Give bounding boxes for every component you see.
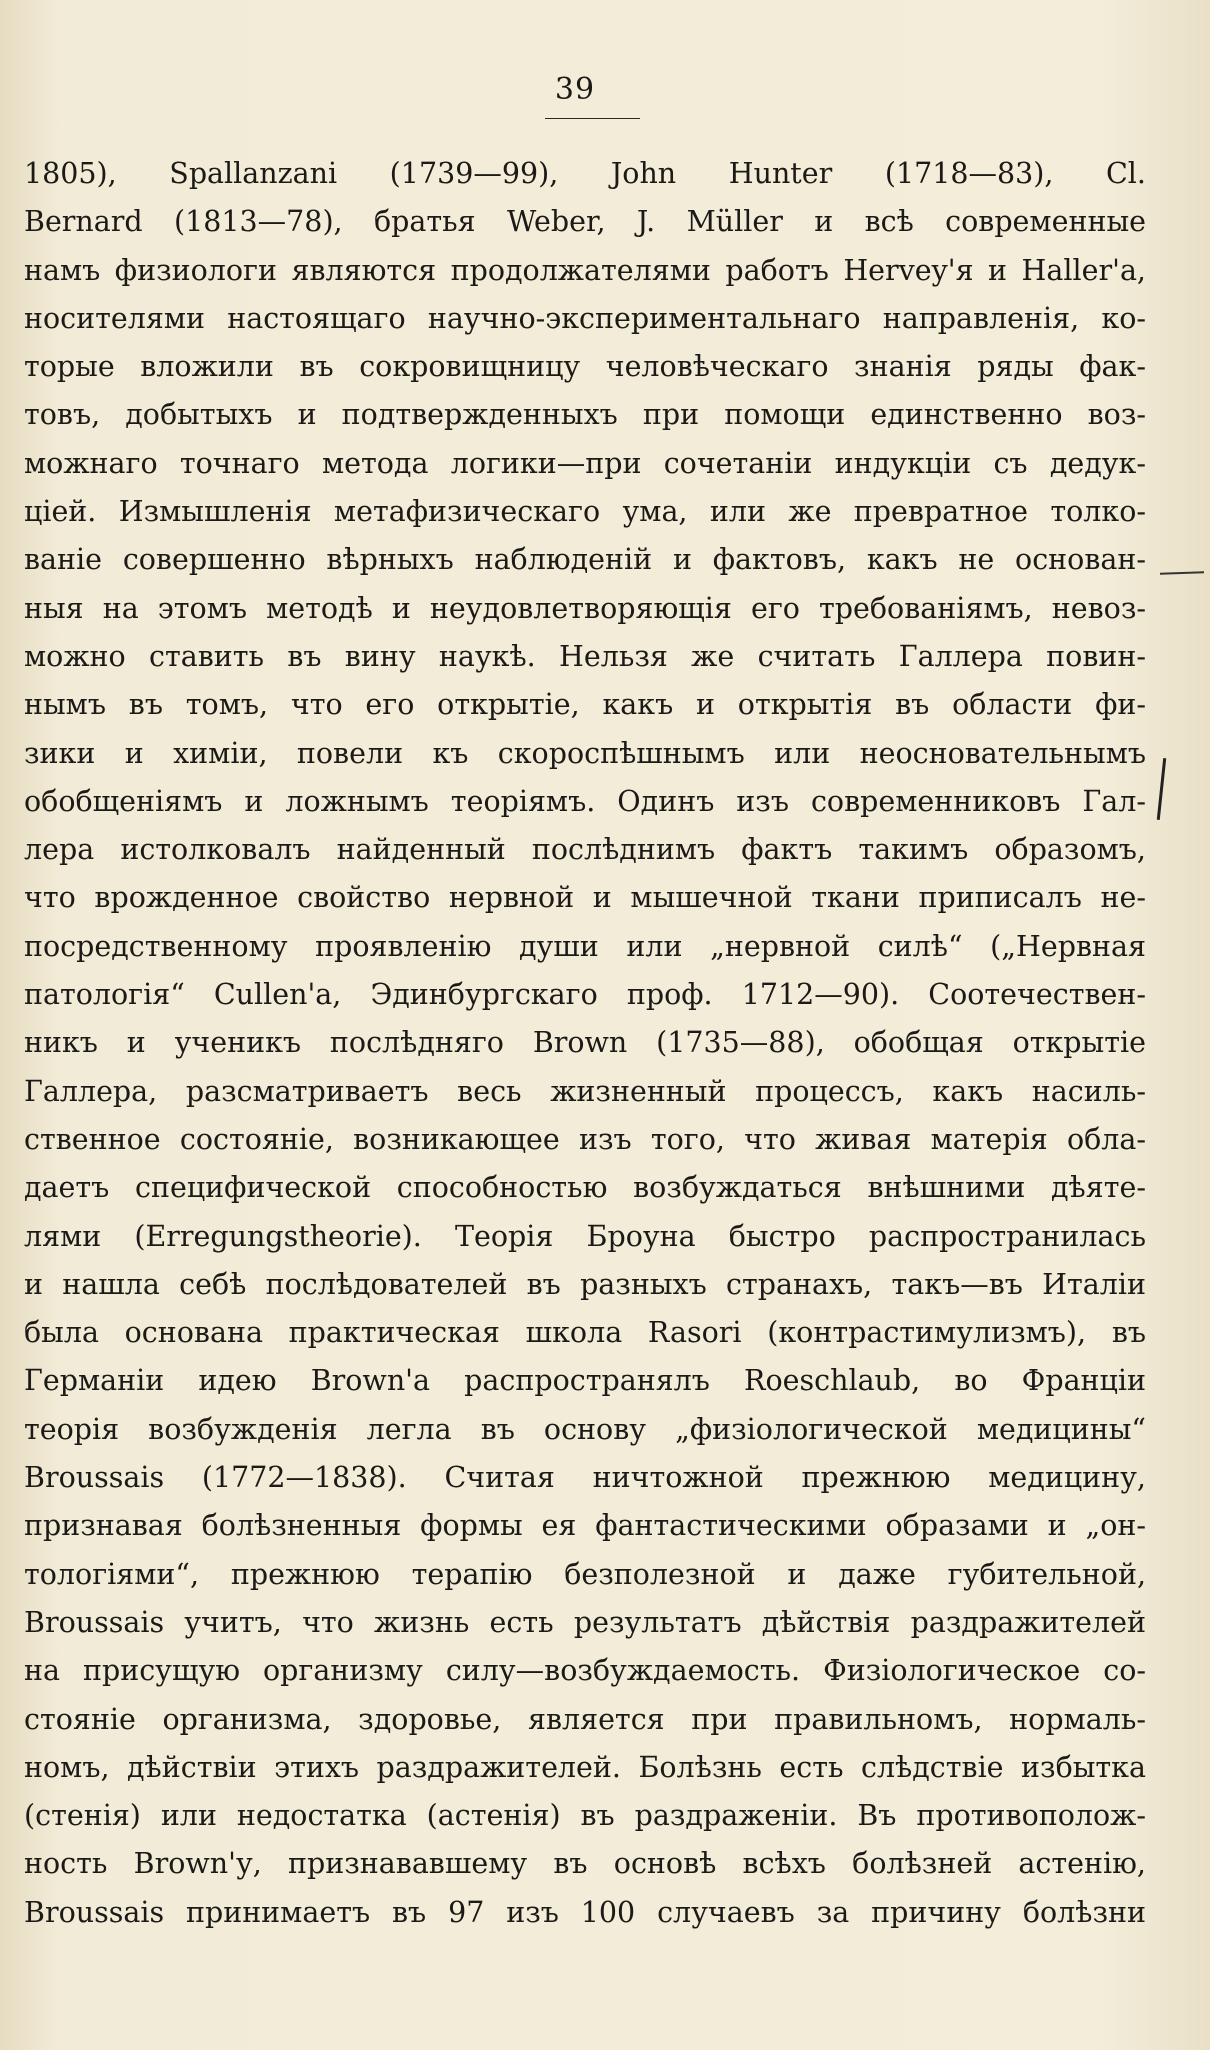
text-line: посредственному проявленію души или „нервной силѣ“ („Нервная: [24, 929, 1146, 963]
text-line: обобщеніямъ и ложнымъ теоріямъ. Одинъ изъ современниковъ Гал-: [24, 784, 1146, 818]
text-line: патологія“ Cullen'а, Эдинбургскаго проф. 1712—90). Соотечествен-: [24, 978, 1146, 1012]
text-line: ность Brown'у, признававшему въ основѣ всѣхъ болѣзней астенію,: [24, 1847, 1146, 1881]
text-line: Broussais принимаетъ въ 97 изъ 100 случаевъ за причину болѣзни: [24, 1895, 1146, 1929]
text-line: ціей. Измышленія метафизическаго ума, или же превратное толко-: [24, 495, 1146, 529]
header-rule: [545, 118, 640, 119]
text-line: тологіями“, прежнюю терапію безполезной и даже губительной,: [24, 1557, 1146, 1591]
body-text: [24, 150, 1146, 1937]
text-line: намъ физиологи являются продолжателями работъ Hervey'я и Haller'а,: [24, 253, 1146, 287]
text-line: ваніе совершенно вѣрныхъ наблюденій и фактовъ, какъ не основан-: [24, 543, 1146, 577]
text-line: что врожденное свойство нервной и мышечной ткани приписалъ не-: [24, 881, 1146, 915]
text-line: Германіи идею Brown'а распространялъ Roeschlaub, во Франціи: [24, 1364, 1146, 1398]
text-line: стояніе организма, здоровье, является при правильномъ, нормаль-: [24, 1702, 1146, 1736]
text-line: торые вложили въ сокровищницу человѣческаго знанія ряды фак-: [24, 350, 1146, 384]
text-line: (стенія) или недостатка (астенія) въ раздраженіи. Въ противополож-: [24, 1799, 1146, 1833]
text-line: ственное состояніе, возникающее изъ того, что живая матерія обла-: [24, 1122, 1146, 1156]
margin-pencil-bar: [1157, 758, 1166, 820]
text-line: номъ, дѣйствіи этихъ раздражителей. Болѣзнь есть слѣдствіе избытка: [24, 1750, 1146, 1784]
text-line: зики и химіи, повели къ скороспѣшнымъ или неосновательнымъ: [24, 736, 1146, 770]
text-line: на присущую организму силу—возбуждаемость. Физіологическое со-: [24, 1654, 1146, 1688]
text-line: признавая болѣзненныя формы ея фантастическими образами и „он-: [24, 1509, 1146, 1543]
text-line: 1805), Spallanzani (1739—99), John Hunter (1718—83), Cl.: [24, 157, 1146, 190]
text-line: можнаго точнаго метода логики—при сочетаніи индукціи съ дедук-: [24, 446, 1146, 480]
text-line: товъ, добытыхъ и подтвержденныхъ при помощи единственно воз-: [24, 398, 1146, 432]
text-line: никъ и ученикъ послѣдняго Brown (1735—88), обобщая открытіе: [24, 1026, 1146, 1060]
text-line: Broussais учитъ, что жизнь есть результатъ дѣйствія раздражителей: [24, 1605, 1146, 1639]
page-number: 39: [554, 72, 596, 107]
text-line: Галлера, разсматриваетъ весь жизненный процессъ, какъ насиль-: [24, 1074, 1146, 1108]
text-line: лера истолковалъ найденный послѣднимъ фактъ такимъ образомъ,: [24, 833, 1146, 867]
text-line: носителями настоящаго научно-экспериментальнаго направленія, ко-: [24, 301, 1146, 335]
text-line: была основана практическая школа Rasori (контрастимулизмъ), въ: [24, 1316, 1146, 1350]
text-line: теорія возбужденія легла въ основу „физіологической медицины“: [24, 1412, 1146, 1446]
text-line: Broussais (1772—1838). Считая ничтожной прежнюю медицину,: [24, 1461, 1146, 1495]
margin-pencil-mark: [1160, 571, 1204, 575]
text-line: даетъ специфической способностью возбуждаться внѣшними дѣяте-: [24, 1171, 1146, 1205]
text-line: и нашла себѣ послѣдователей въ разныхъ странахъ, такъ—въ Италіи: [24, 1267, 1146, 1301]
text-line: ныя на этомъ методѣ и неудовлетворяющія его требованіямъ, невоз-: [24, 591, 1146, 625]
text-line: нымъ въ томъ, что его открытіе, какъ и открытія въ области фи-: [24, 688, 1146, 722]
text-line: Bernard (1813—78), братья Weber, J. Müller и всѣ современные: [24, 205, 1146, 239]
text-line: лями (Erregungstheorie). Теорія Броуна быстро распространилась: [24, 1219, 1146, 1253]
text-line: можно ставить въ вину наукѣ. Нельзя же считать Галлера повин-: [24, 639, 1146, 673]
